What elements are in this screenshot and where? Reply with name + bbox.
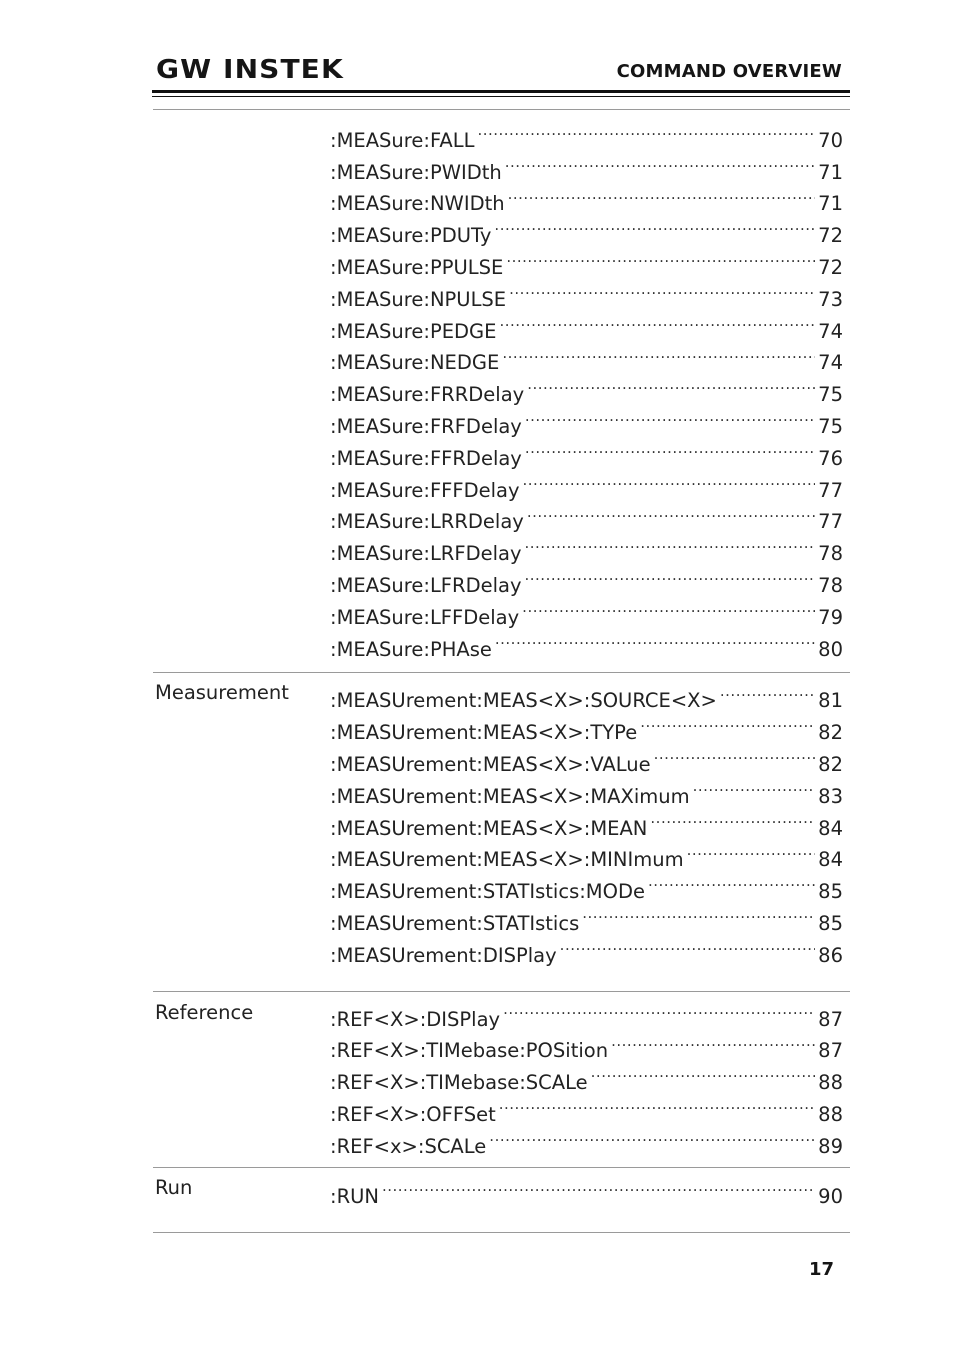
section-entries: [330, 1171, 843, 1208]
page-reference: 81: [818, 689, 843, 713]
command-name: :MEASUrement:MEAS<X>:MAXimum: [330, 784, 690, 808]
toc-section: [153, 672, 850, 991]
dot-leader: [499, 306, 815, 338]
command-name: :MEASure:PWIDth: [330, 160, 502, 184]
page-reference: 88: [818, 1071, 843, 1095]
command-name: :MEASUrement:MEAS<X>:TYPe: [330, 721, 638, 745]
command-name: :MEASure:NPULSE: [330, 287, 507, 311]
command-name: :MEASure:LRFDelay: [330, 542, 522, 566]
command-name: :MEASUrement:STATIstics:MODe: [330, 880, 645, 904]
page-reference: 79: [818, 605, 843, 629]
page-number: 17: [808, 1259, 834, 1280]
toc-section: [153, 1167, 850, 1233]
command-name: :MEASure:LFFDelay: [330, 605, 520, 629]
dot-leader: [489, 1121, 815, 1153]
page-reference: 85: [818, 911, 843, 935]
section-entries: [330, 676, 843, 967]
dot-leader: [527, 497, 815, 529]
dot-leader: [654, 739, 816, 771]
page-reference: 75: [818, 414, 843, 438]
command-name: :MEASUrement:MEAS<X>:SOURCE<X>: [330, 689, 717, 713]
toc-section: [153, 109, 850, 672]
command-name: :MEASure:NWIDth: [330, 192, 505, 216]
dot-leader: [720, 676, 815, 708]
section-label: Measurement: [155, 680, 289, 704]
page-reference: 71: [818, 160, 843, 184]
command-name: :MEASure:PEDGE: [330, 319, 497, 343]
dot-leader: [508, 179, 816, 211]
page-reference: 84: [818, 848, 843, 872]
dot-leader: [502, 338, 815, 370]
dot-leader: [687, 835, 816, 867]
page-reference: 74: [818, 351, 843, 375]
page-reference: 82: [818, 721, 843, 745]
page-reference: 87: [818, 1039, 843, 1063]
command-name: :REF<X>:TIMebase:POSition: [330, 1039, 609, 1063]
section-label: Run: [155, 1175, 193, 1199]
command-name: :MEASure:PHAse: [330, 637, 492, 661]
dot-leader: [640, 707, 815, 739]
dot-leader: [522, 592, 815, 624]
page-reference: 90: [818, 1184, 843, 1208]
command-name: :REF<X>:DISPlay: [330, 1007, 501, 1031]
page-reference: 87: [818, 1007, 843, 1031]
toc-entry[interactable]: [330, 1171, 843, 1208]
page-reference: 78: [818, 573, 843, 597]
dot-leader: [693, 771, 816, 803]
command-name: :MEASure:LFRDelay: [330, 573, 522, 597]
toc-entry[interactable]: [330, 994, 843, 1031]
dot-leader: [582, 898, 815, 930]
page-reference: 74: [818, 319, 843, 343]
dot-leader: [648, 866, 815, 898]
command-name: :REF<X>:TIMebase:SCALe: [330, 1071, 588, 1095]
page-reference: 78: [818, 542, 843, 566]
dot-leader: [650, 803, 815, 835]
page-reference: 70: [818, 128, 843, 152]
toc-entry[interactable]: [330, 676, 843, 713]
command-name: :MEASUrement:DISPlay: [330, 943, 557, 967]
dot-leader: [509, 274, 815, 306]
command-name: :RUN: [330, 1184, 379, 1208]
dot-leader: [494, 210, 815, 242]
command-name: :MEASure:FFFDelay: [330, 478, 520, 502]
section-entries: [330, 994, 843, 1158]
page-reference: 76: [818, 446, 843, 470]
dot-leader: [499, 1089, 815, 1121]
dot-leader: [525, 401, 815, 433]
command-name: :MEASure:NEDGE: [330, 351, 500, 375]
dot-leader: [525, 433, 815, 465]
toc-section: [153, 991, 850, 1167]
command-name: :REF<X>:OFFSet: [330, 1102, 496, 1126]
section-entries: [330, 115, 843, 661]
dot-leader: [503, 994, 815, 1026]
page-reference: 85: [818, 880, 843, 904]
page-reference: 73: [818, 287, 843, 311]
page-reference: 72: [818, 255, 843, 279]
page-reference: 89: [818, 1134, 843, 1158]
dot-leader: [477, 115, 815, 147]
dot-leader: [591, 1057, 816, 1089]
header-title: COMMAND OVERVIEW: [616, 61, 842, 82]
page-reference: 72: [818, 224, 843, 248]
dot-leader: [560, 930, 816, 962]
page-reference: 71: [818, 192, 843, 216]
dot-leader: [506, 242, 815, 274]
command-name: :MEASure:FFRDelay: [330, 446, 522, 470]
command-overview-table: [153, 109, 850, 1233]
command-name: :MEASure:FRFDelay: [330, 414, 522, 438]
toc-entry[interactable]: [330, 115, 843, 152]
dot-leader: [495, 624, 815, 656]
command-name: :MEASure:PDUTy: [330, 224, 492, 248]
page-reference: 83: [818, 784, 843, 808]
page-reference: 82: [818, 752, 843, 776]
page-reference: 77: [818, 510, 843, 534]
dot-leader: [527, 369, 815, 401]
command-name: :REF<x>:SCALe: [330, 1134, 487, 1158]
command-name: :MEASure:PPULSE: [330, 255, 504, 279]
page-reference: 80: [818, 637, 843, 661]
dot-leader: [611, 1026, 815, 1058]
header-rule-thick: [152, 90, 850, 93]
dot-leader: [505, 147, 815, 179]
command-name: :MEASure:FRRDelay: [330, 383, 525, 407]
section-label: Reference: [155, 1000, 254, 1024]
page-reference: 84: [818, 816, 843, 840]
page-reference: 75: [818, 383, 843, 407]
command-name: :MEASUrement:MEAS<X>:MINImum: [330, 848, 684, 872]
command-name: :MEASUrement:STATIstics: [330, 911, 580, 935]
gw-instek-logo: GW INSTEK: [156, 55, 344, 85]
dot-leader: [525, 560, 816, 592]
dot-leader: [523, 465, 816, 497]
dot-leader: [382, 1171, 815, 1203]
page-reference: 86: [818, 943, 843, 967]
page-reference: 88: [818, 1102, 843, 1126]
command-name: :MEASUrement:MEAS<X>:VALue: [330, 752, 651, 776]
command-name: :MEASure:LRRDelay: [330, 510, 524, 534]
table-bottom-rule: [153, 1232, 850, 1233]
dot-leader: [525, 528, 816, 560]
command-name: :MEASUrement:MEAS<X>:MEAN: [330, 816, 648, 840]
command-name: :MEASure:FALL: [330, 128, 475, 152]
header-rule-thin: [152, 96, 850, 97]
page-reference: 77: [818, 478, 843, 502]
